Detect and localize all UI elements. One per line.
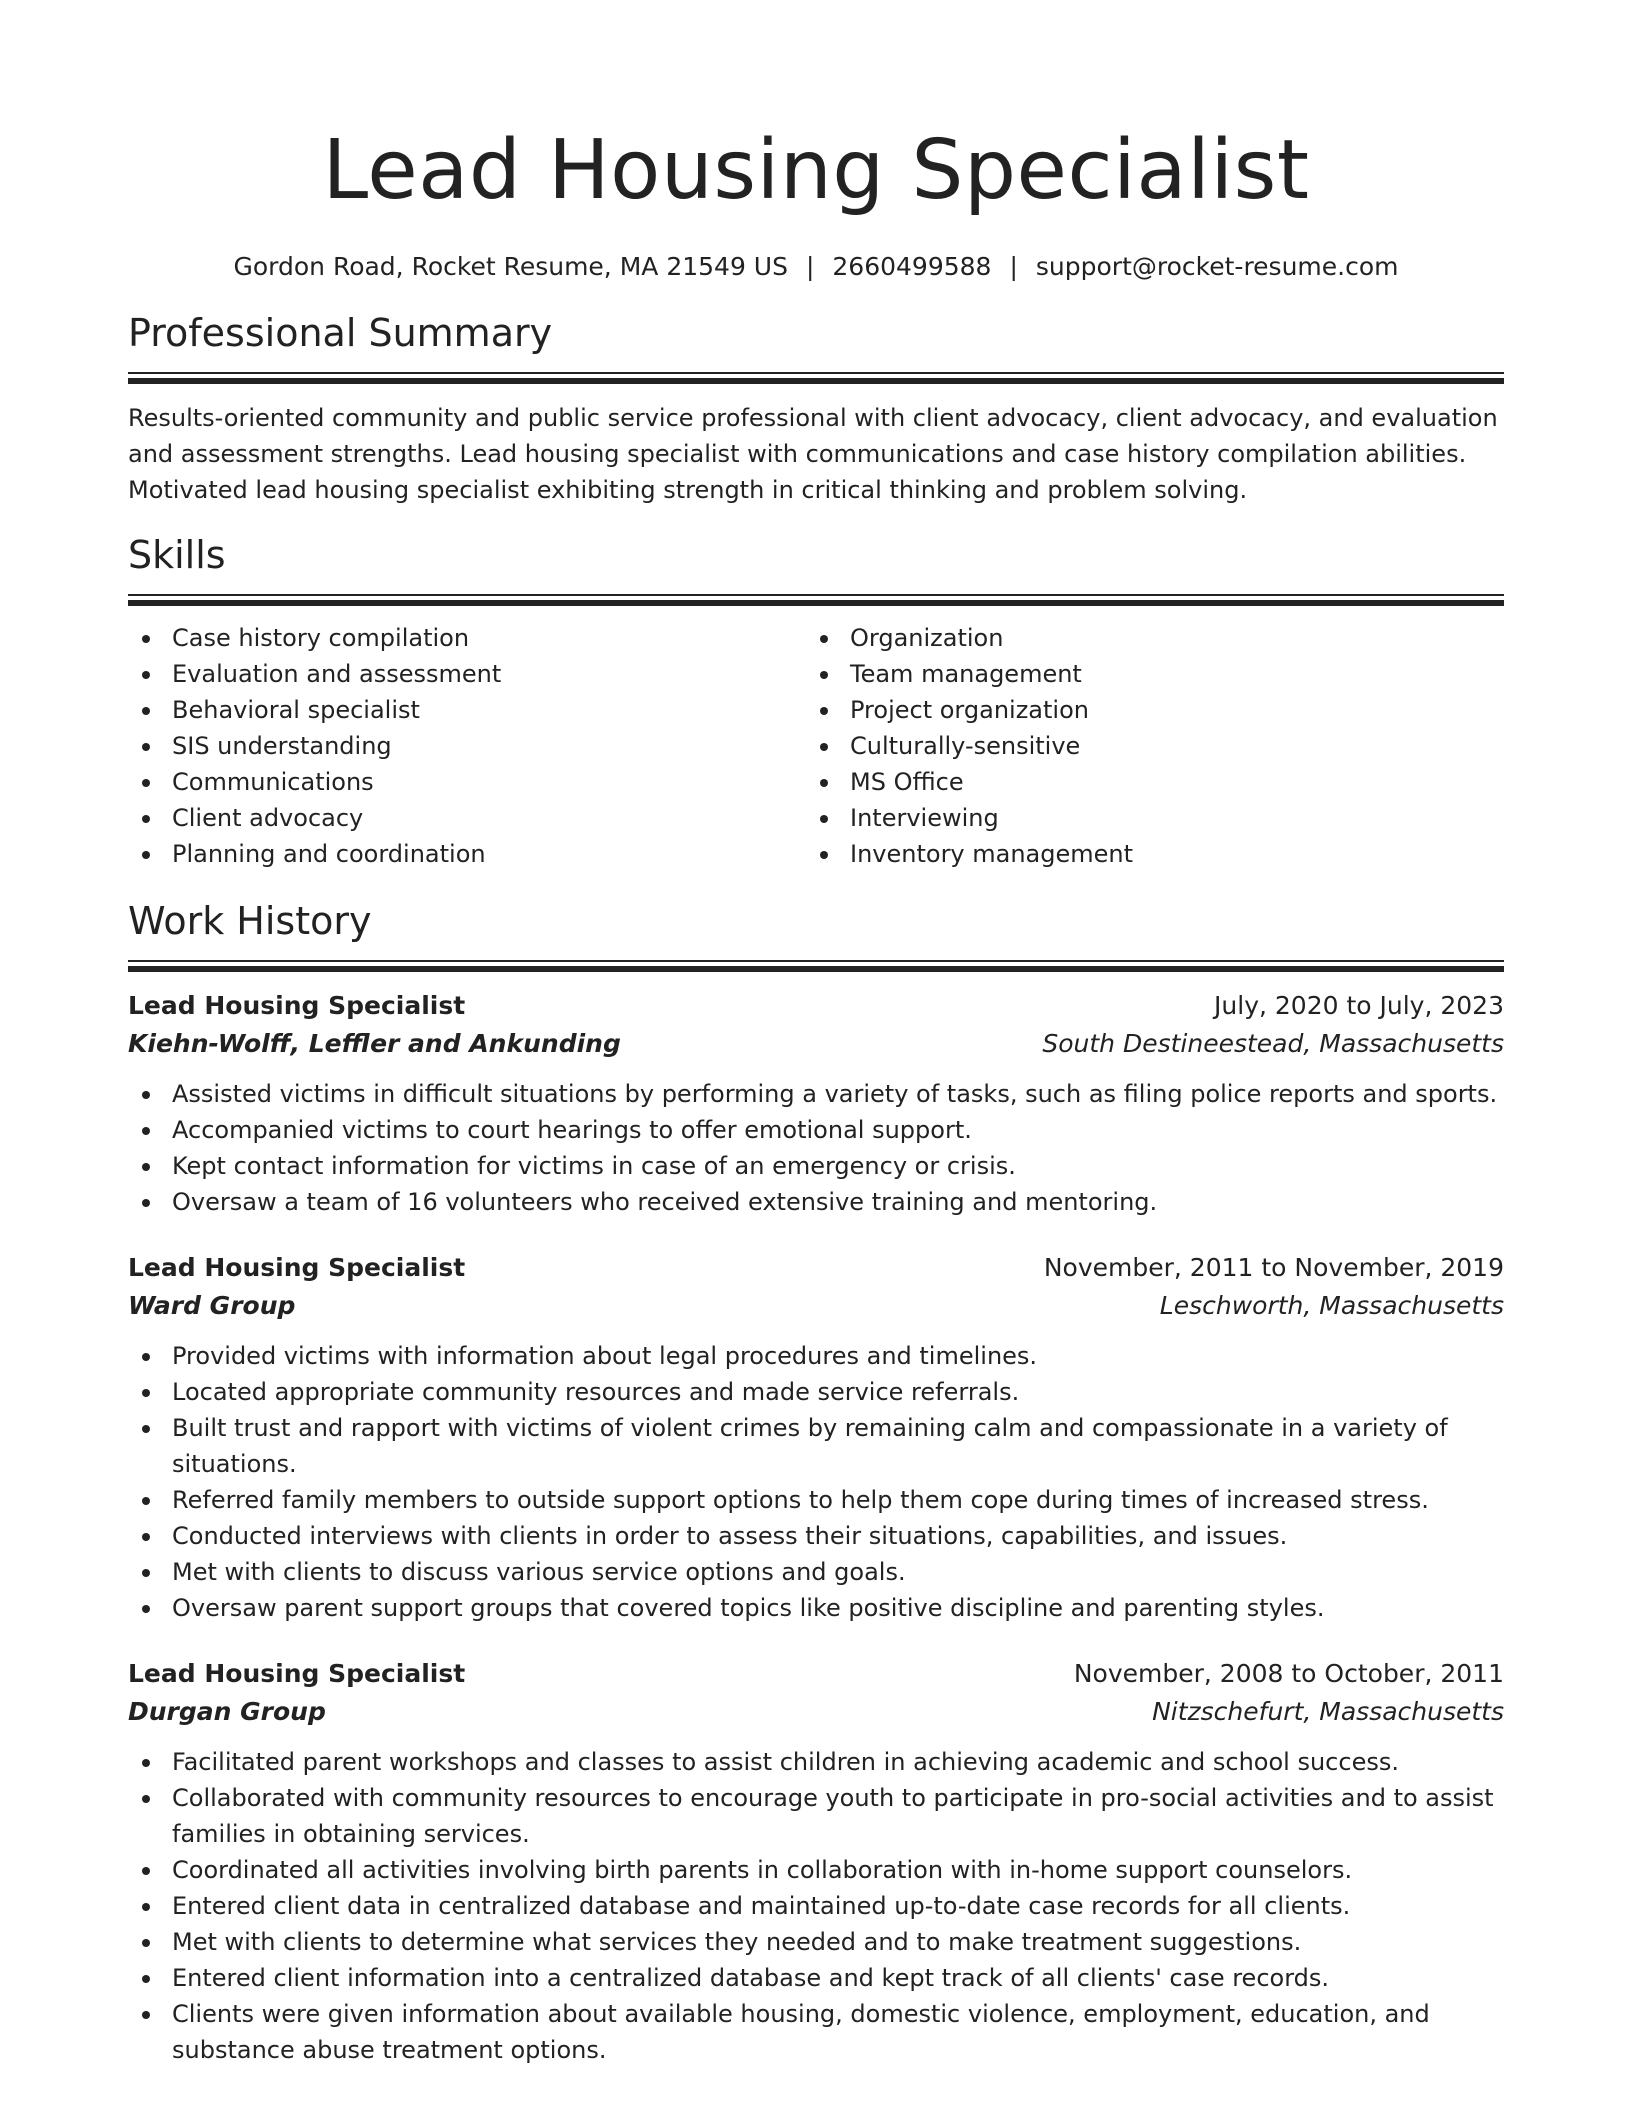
skills-section: [128, 530, 1504, 872]
job-bullet: Entered client data in centralized database and maintained up-to-date case records for all clients.: [128, 1888, 1504, 1924]
skill-item: Organization: [806, 620, 1484, 656]
skill-item: SIS understanding: [128, 728, 806, 764]
section-divider: [128, 372, 1504, 384]
resume-page: [128, 0, 1504, 2068]
job-header-row: [128, 988, 1504, 1024]
job-bullet: Provided victims with information about legal procedures and timelines.: [128, 1338, 1504, 1374]
job-bullet: Met with clients to discuss various service options and goals.: [128, 1554, 1504, 1590]
job-bullet: Accompanied victims to court hearings to offer emotional support.: [128, 1112, 1504, 1148]
section-divider: [128, 594, 1504, 606]
job-entry: [128, 1656, 1504, 2068]
job-location: Nitzschefurt, Massachusetts: [1152, 1697, 1504, 1726]
skill-item: Culturally-sensitive: [806, 728, 1484, 764]
skill-item: MS Office: [806, 764, 1484, 800]
summary-heading: Professional Summary: [128, 311, 553, 355]
job-entry: [128, 1250, 1504, 1626]
job-dates: November, 2011 to November, 2019: [1043, 1253, 1504, 1282]
contact-address: Gordon Road, Rocket Resume, MA 21549 US: [233, 252, 788, 281]
job-header-row: [128, 1250, 1504, 1286]
job-title: Lead Housing Specialist: [128, 1659, 466, 1688]
job-bullet: Coordinated all activities involving birth parents in collaboration with in-home support counselors.: [128, 1852, 1504, 1888]
job-header-row: [128, 1656, 1504, 1692]
job-subheader-row: [128, 1024, 1504, 1064]
job-bullet: Clients were given information about available housing, domestic violence, employment, education, and substance abuse treatment options.: [128, 1996, 1504, 2068]
job-bullet: Built trust and rapport with victims of violent crimes by remaining calm and compassionate in a variety of situations.: [128, 1410, 1504, 1482]
job-bullet: Facilitated parent workshops and classes to assist children in achieving academic and school success.: [128, 1744, 1504, 1780]
job-bullets: [128, 1338, 1504, 1626]
contact-separator: |: [805, 252, 815, 281]
skill-item: Project organization: [806, 692, 1484, 728]
job-bullet: Assisted victims in difficult situations by performing a variety of tasks, such as filing police reports and sports.: [128, 1076, 1504, 1112]
job-bullet: Oversaw a team of 16 volunteers who received extensive training and mentoring.: [128, 1184, 1504, 1220]
job-bullets: [128, 1076, 1504, 1220]
skill-item: Behavioral specialist: [128, 692, 806, 728]
contact-line: [128, 250, 1504, 284]
job-company: Ward Group: [128, 1291, 296, 1320]
skill-item: Interviewing: [806, 800, 1484, 836]
job-company: Durgan Group: [128, 1697, 326, 1726]
job-dates: November, 2008 to October, 2011: [1073, 1659, 1504, 1688]
job-location: South Destineestead, Massachusetts: [1042, 1029, 1504, 1058]
job-bullet: Entered client information into a centralized database and kept track of all clients' case records.: [128, 1960, 1504, 1996]
skill-item: Planning and coordination: [128, 836, 806, 872]
job-entry: [128, 988, 1504, 1220]
skill-item: Case history compilation: [128, 620, 806, 656]
job-subheader-row: [128, 1286, 1504, 1326]
job-bullet: Oversaw parent support groups that covered topics like positive discipline and parenting styles.: [128, 1590, 1504, 1626]
skills-columns: [128, 620, 1504, 872]
skill-item: Evaluation and assessment: [128, 656, 806, 692]
contact-separator: |: [1009, 252, 1018, 281]
summary-text: Results-oriented community and public service professional with client advocacy, client advocacy, and evaluation and assessment strengths. Lead housing specialist with communications and case history compilation abilities. Motivated lead housing specialist exhibiting strength in critical thinking and problem solving.: [128, 404, 1498, 504]
job-dates: July, 2020 to July, 2023: [1214, 991, 1504, 1020]
skills-list-left: [128, 620, 806, 872]
job-company: Kiehn-Wolff, Leffler and Ankunding: [128, 1029, 621, 1058]
contact-email: support@rocket-resume.com: [1035, 252, 1399, 281]
summary-section: [128, 308, 1504, 508]
section-divider: [128, 960, 1504, 972]
job-bullets: [128, 1744, 1504, 2068]
job-location: Leschworth, Massachusetts: [1159, 1291, 1504, 1320]
skills-heading: Skills: [128, 533, 226, 577]
skill-item: Team management: [806, 656, 1484, 692]
job-bullet: Conducted interviews with clients in order to assess their situations, capabilities, and issues.: [128, 1518, 1504, 1554]
skills-list-right: [806, 620, 1484, 872]
job-title: Lead Housing Specialist: [128, 1253, 466, 1282]
skill-item: Inventory management: [806, 836, 1484, 872]
resume-name: Lead Housing Specialist: [322, 123, 1310, 218]
job-bullet: Referred family members to outside support options to help them cope during times of increased stress.: [128, 1482, 1504, 1518]
job-subheader-row: [128, 1692, 1504, 1732]
work-history-section: [128, 896, 1504, 2068]
job-bullet: Met with clients to determine what services they needed and to make treatment suggestions.: [128, 1924, 1504, 1960]
job-title: Lead Housing Specialist: [128, 991, 466, 1020]
job-bullet: Located appropriate community resources and made service referrals.: [128, 1374, 1504, 1410]
contact-phone: 2660499588: [832, 252, 992, 281]
job-bullet: Collaborated with community resources to encourage youth to participate in pro-social activities and to assist families in obtaining services.: [128, 1780, 1504, 1852]
work-history-heading: Work History: [128, 899, 372, 943]
job-bullet: Kept contact information for victims in case of an emergency or crisis.: [128, 1148, 1504, 1184]
skill-item: Communications: [128, 764, 806, 800]
skill-item: Client advocacy: [128, 800, 806, 836]
